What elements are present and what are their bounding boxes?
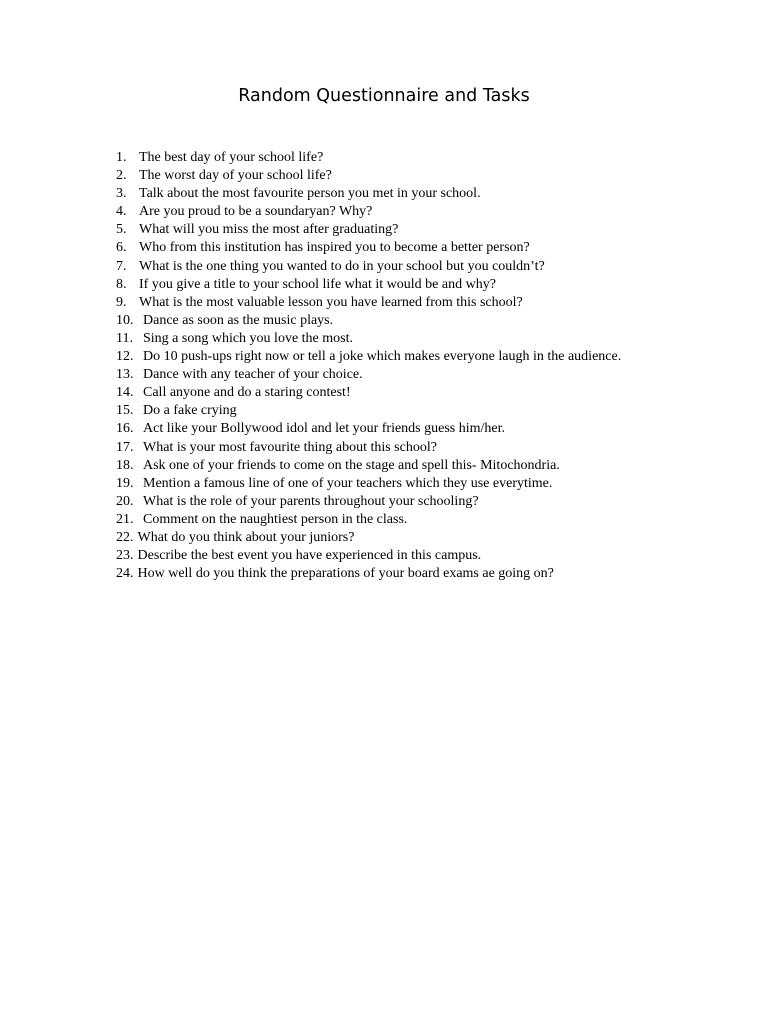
list-item	[116, 276, 736, 294]
item-number: 11.	[116, 330, 133, 346]
list-item	[116, 348, 736, 366]
item-text: What is the one thing you wanted to do in your school but you couldn’t?	[139, 258, 545, 274]
item-text: Comment on the naughtiest person in the class.	[143, 511, 408, 527]
item-text: What will you miss the most after graduating?	[139, 222, 399, 238]
list-item	[116, 529, 736, 547]
item-text: What do you think about your juniors?	[137, 529, 355, 545]
item-number: 20.	[116, 493, 134, 509]
item-number: 21.	[116, 511, 134, 527]
item-text: What is your most favourite thing about this school?	[143, 439, 437, 455]
item-number: 10.	[116, 312, 134, 328]
item-number: 3.	[116, 186, 127, 202]
item-number: 4.	[116, 204, 127, 220]
item-text: Who from this institution has inspired you to become a better person?	[139, 240, 530, 256]
item-number: 23.	[116, 548, 134, 564]
item-text: What is the most valuable lesson you have learned from this school?	[139, 294, 523, 310]
list-item	[116, 149, 736, 167]
list-item	[116, 366, 736, 384]
item-text: Describe the best event you have experienced in this campus.	[137, 548, 482, 564]
item-text: Ask one of your friends to come on the stage and spell this- Mitochondria.	[143, 457, 560, 473]
item-text: What is the role of your parents throughout your schooling?	[143, 493, 479, 509]
item-text: Dance with any teacher of your choice.	[143, 367, 363, 383]
item-text: Mention a famous line of one of your teachers which they use everytime.	[143, 475, 553, 491]
item-number: 19.	[116, 475, 134, 491]
item-text: Dance as soon as the music plays.	[143, 312, 334, 328]
item-number: 8.	[116, 276, 127, 292]
list-item	[116, 547, 736, 565]
list-item	[116, 185, 736, 203]
item-text: Act like your Bollywood idol and let your friends guess him/her.	[143, 421, 506, 437]
item-number: 22.	[116, 529, 134, 545]
list-item	[116, 511, 736, 529]
item-text: Call anyone and do a staring contest!	[143, 385, 351, 401]
item-text: How well do you think the preparations of your board exams ae going on?	[137, 566, 554, 582]
list-item	[116, 384, 736, 402]
item-text: Sing a song which you love the most.	[143, 330, 353, 346]
item-text: Do a fake crying	[143, 403, 237, 419]
question-list	[116, 149, 736, 583]
item-text: Talk about the most favourite person you met in your school.	[139, 186, 481, 202]
item-number: 24.	[116, 566, 134, 582]
list-item	[116, 565, 736, 583]
item-number: 2.	[116, 168, 127, 184]
item-number: 7.	[116, 258, 127, 274]
list-item	[116, 221, 736, 239]
list-item	[116, 493, 736, 511]
list-item	[116, 167, 736, 185]
item-number: 5.	[116, 222, 127, 238]
item-number: 12.	[116, 349, 134, 365]
document-title: Random Questionnaire and Tasks	[238, 86, 530, 106]
list-item	[116, 439, 736, 457]
list-item	[116, 420, 736, 438]
item-number: 14.	[116, 385, 134, 401]
item-text: If you give a title to your school life what it would be and why?	[139, 276, 496, 292]
item-text: Are you proud to be a soundaryan? Why?	[139, 204, 373, 220]
list-item	[116, 457, 736, 475]
item-text: Do 10 push-ups right now or tell a joke which makes everyone laugh in the audience.	[143, 349, 622, 365]
list-item	[116, 203, 736, 221]
item-number: 18.	[116, 457, 134, 473]
item-number: 6.	[116, 240, 127, 256]
list-item	[116, 258, 736, 276]
list-item	[116, 475, 736, 493]
list-item	[116, 330, 736, 348]
item-number: 17.	[116, 439, 134, 455]
item-number: 1.	[116, 150, 127, 165]
list-item	[116, 294, 736, 312]
item-text: The worst day of your school life?	[139, 168, 332, 184]
item-number: 15.	[116, 403, 134, 419]
list-item	[116, 239, 736, 257]
item-number: 16.	[116, 421, 134, 437]
item-text: The best day of your school life?	[139, 150, 324, 165]
list-item	[116, 402, 736, 420]
list-item	[116, 312, 736, 330]
item-number: 9.	[116, 294, 127, 310]
item-number: 13.	[116, 367, 134, 383]
